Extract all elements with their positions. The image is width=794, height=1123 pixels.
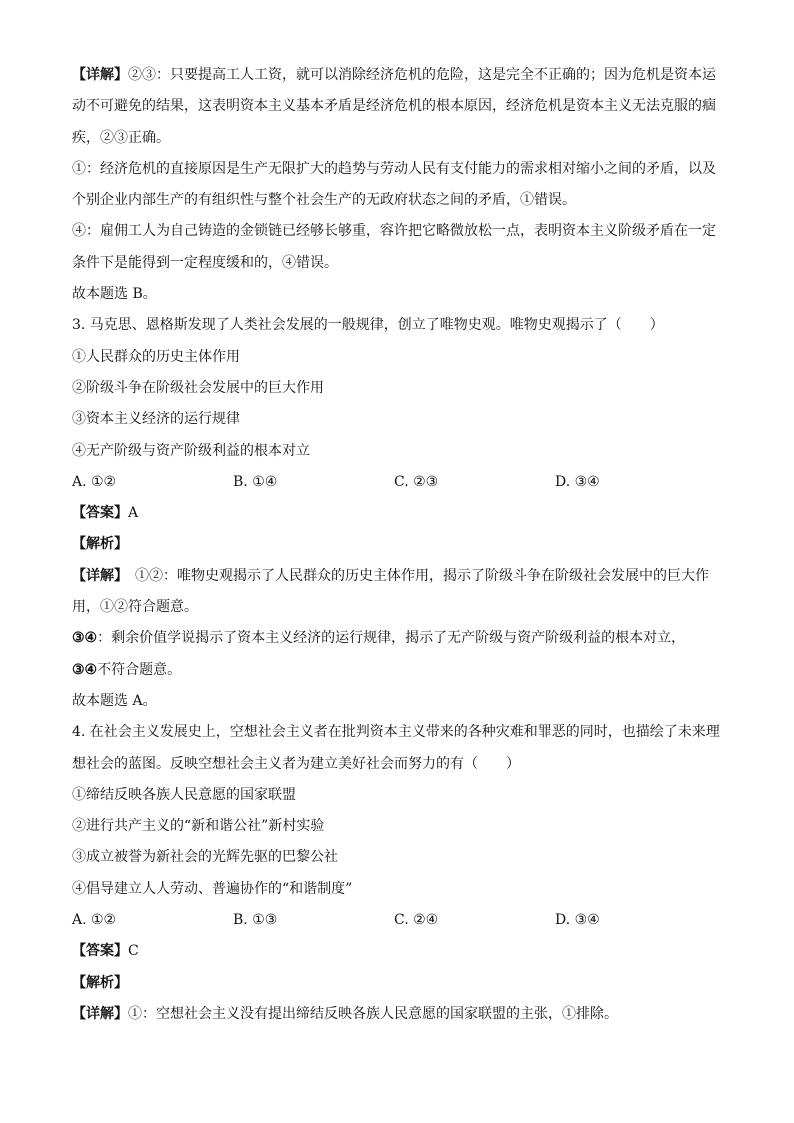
choice-c: C. ②④ — [394, 912, 439, 929]
detail-tag: 【详解】 — [72, 67, 128, 83]
choice-b: B. ①③ — [233, 912, 278, 929]
answer-tag: 【答案】 — [72, 505, 128, 522]
choice-a: A. ①② — [72, 473, 117, 490]
answer-line — [72, 498, 722, 529]
answer-choices — [72, 467, 722, 498]
answer-choices — [72, 905, 722, 936]
answer-tag: 【答案】 — [72, 943, 128, 960]
question-4-stem: 4. 在社会主义发展史上，空想社会主义者在批判资本主义带来的各种灾难和罪恶的同时，也描绘了未来理 — [72, 724, 720, 741]
option-item: ③资本主义经济的运行规律 — [72, 411, 240, 428]
conclusion-line: 故本题选 A。 — [72, 692, 157, 709]
detail-line: 【详解】 ①②：唯物史观揭示了人民群众的历史主体作用，揭示了阶级斗争在阶级社会发展中的巨大作 — [72, 567, 709, 584]
option-item: ④无产阶级与资产阶级利益的根本对立 — [72, 442, 310, 459]
option-item: ②进行共产主义的“新和谐公社”新村实验 — [72, 818, 325, 835]
detail-line: ④：雇佣工人为自己铸造的金锁链已经够长够重，容许把它略微放松一点，表明资本主义阶级矛盾在一定 — [72, 223, 716, 240]
detail-line: 疾，②③正确。 — [72, 129, 170, 146]
answer-line — [72, 936, 722, 967]
detail-tag: 【详解】 — [72, 567, 121, 584]
option-item: ②阶级斗争在阶级社会发展中的巨大作用 — [72, 379, 324, 396]
choice-d: D. ③④ — [555, 912, 600, 929]
answer-value: A — [128, 505, 139, 522]
option-item: ①人民群众的历史主体作用 — [72, 348, 240, 365]
detail-line: 【详解】②③：只要提高工人工资，就可以消除经济危机的危险，这是完全不正确的；因为危机是资本运 — [72, 67, 716, 83]
choice-c: C. ②③ — [394, 473, 439, 490]
conclusion-line: 故本题选 B。 — [72, 286, 157, 303]
choice-b: B. ①④ — [233, 473, 278, 490]
option-item: ③成立被誉为新社会的光辉先驱的巴黎公社 — [72, 849, 338, 866]
detail-line: 条件下是能得到一定程度缓和的，④错误。 — [72, 254, 338, 271]
analysis-tag: 【解析】 — [72, 974, 128, 991]
detail-line: ③④不符合题意。 — [72, 661, 182, 678]
detail-line: 动不可避免的结果，这表明资本主义基本矛盾是经济危机的根本原因，经济危机是资本主义无法克服的痼 — [72, 98, 716, 115]
detail-line: 用，①②符合题意。 — [72, 599, 198, 616]
choice-a: A. ①② — [72, 912, 117, 929]
analysis-tag: 【解析】 — [72, 536, 128, 553]
document-page — [72, 60, 722, 1030]
detail-tag: 【详解】 — [72, 1005, 128, 1022]
detail-line: ①：经济危机的直接原因是生产无限扩大的趋势与劳动人民有支付能力的需求相对缩小之间的矛盾，以及 — [72, 160, 716, 177]
question-4-stem: 想社会的蓝图。反映空想社会主义者为建立美好社会而努力的有（ ） — [72, 755, 520, 772]
detail-line: 【详解】①：空想社会主义没有提出缔结反映各族人民意愿的国家联盟的主张，①排除。 — [72, 1005, 618, 1022]
detail-line: 个别企业内部生产的有组织性与整个社会生产的无政府状态之间的矛盾，①错误。 — [72, 192, 576, 209]
option-item: ①缔结反映各族人民意愿的国家联盟 — [72, 786, 296, 803]
detail-line: ③④：剩余价值学说揭示了资本主义经济的运行规律，揭示了无产阶级与资产阶级利益的根本对立， — [72, 630, 686, 647]
answer-value: C — [128, 943, 139, 960]
question-3-stem: 3. 马克思、恩格斯发现了人类社会发展的一般规律，创立了唯物史观。唯物史观揭示了（ ） — [72, 317, 664, 334]
choice-d: D. ③④ — [555, 473, 600, 490]
option-item: ④倡导建立人人劳动、普遍协作的“和谐制度” — [72, 880, 353, 897]
